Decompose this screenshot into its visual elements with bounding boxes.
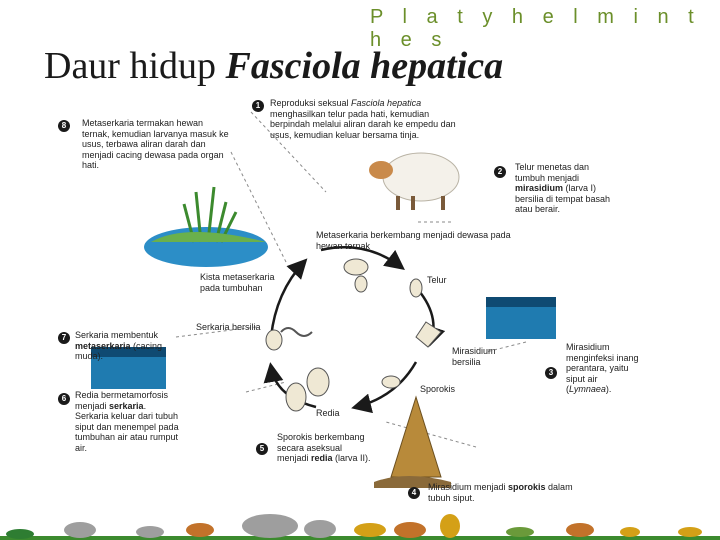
label-sporokis: Sporokis [420, 384, 456, 394]
step-text-4: Mirasidium menjadi sporokis dalam tubuh siput. [428, 482, 573, 503]
sheep-icon [369, 153, 459, 210]
step-badge-6: 6 [58, 393, 70, 405]
title-italic: Fasciola hepatica [225, 45, 504, 87]
step-text-7: Serkaria membentuk metaserkaria (cacing muda). [75, 330, 163, 362]
step-badge-4: 4 [408, 487, 420, 499]
step-text-5: Sporokis berkembang secara aseksual menjadi redia (larva II). [277, 432, 371, 464]
step-badge-2: 2 [494, 166, 506, 178]
animal-silhouettes-strip [0, 512, 720, 540]
label-kista: Kista metaserkaria pada tumbuhan [200, 272, 275, 293]
step-badge-7: 7 [58, 332, 70, 344]
water-surface-icon [486, 297, 556, 307]
label-mirasidium: Mirasidium bersilia [452, 346, 496, 367]
label-metaserkaria: Metaserkaria berkembang menjadi dewasa pada hewan ternak [316, 230, 511, 251]
step-text-2: Telur menetas dan tumbuh menjadi mirasidium (larva I) bersilia di tempat basah atau berair. [515, 162, 611, 215]
label-telur: Telur [427, 275, 447, 285]
step-badge-3: 3 [545, 367, 557, 379]
page-title [44, 44, 503, 88]
title-plain: Daur hidup [44, 45, 217, 87]
label-redia: Redia [316, 408, 340, 418]
step-badge-1: 1 [252, 100, 264, 112]
snail-icon [374, 397, 451, 488]
label-serkaria: Serkaria bersilia [196, 322, 261, 332]
step-text-3: Mirasidium menginfeksi inang perantara, yaitu siput air (Lymnaea). [566, 342, 639, 395]
topic-heading: P l a t y h e l m i n t h e s [370, 6, 701, 51]
larva-stages [266, 259, 441, 411]
step-badge-5: 5 [256, 443, 268, 455]
pond-with-grass-icon [144, 187, 268, 267]
step-badge-8: 8 [58, 120, 70, 132]
step-text-8: Metaserkaria termakan hewan ternak, kemudian larvanya masuk ke usus, terbawa aliran darah dan menjadi cacing dewasa pada organ hati. [82, 118, 229, 171]
step-text-6: Redia bermetamorfosis menjadi serkaria. Serkaria keluar dari tubuh siput dan menempel pada tumbuhan air atau rumput air. [75, 390, 179, 453]
step-text-1: Reproduksi seksual Fasciola hepatica menghasilkan telur pada hati, kemudian berpindah melalui aliran darah ke empedu dan usus, kemudian keluar bersama tinja. [270, 98, 456, 140]
